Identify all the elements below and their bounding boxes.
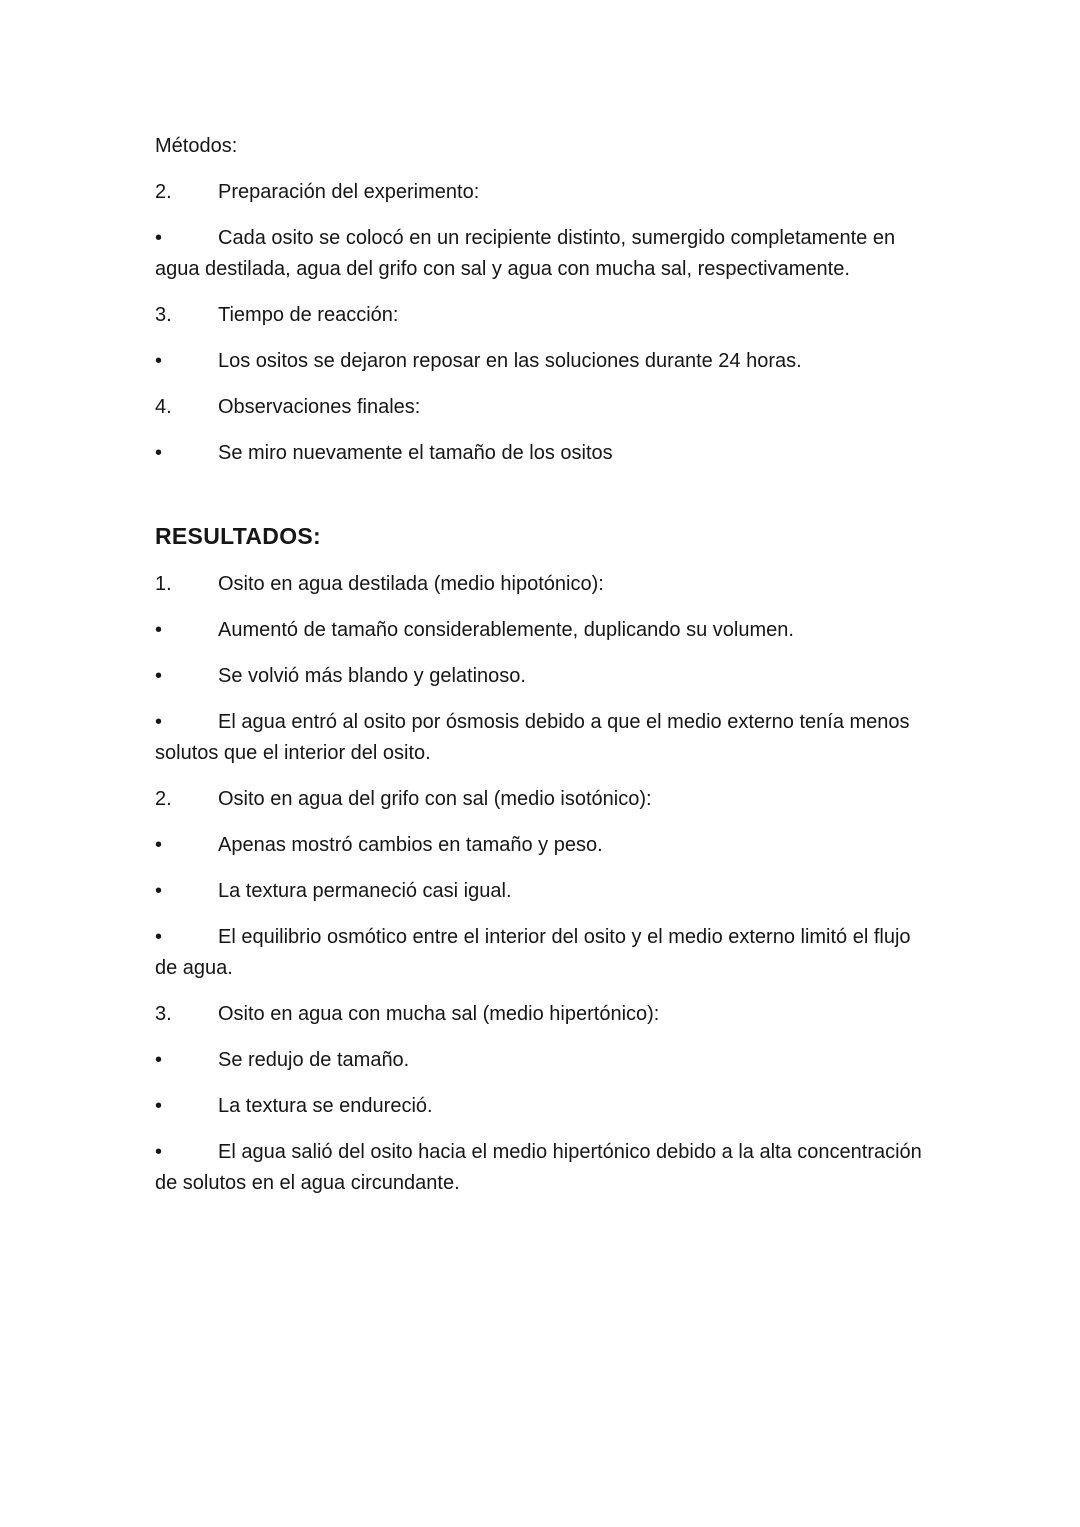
paragraph-text: Se redujo de tamaño. xyxy=(218,1049,410,1071)
paragraph-text: Apenas mostró cambios en tamaño y peso. xyxy=(218,834,603,856)
bullet-marker: • xyxy=(155,1095,163,1117)
paragraph-text: Los ositos se dejaron reposar en las soluciones durante 24 horas. xyxy=(218,350,802,372)
bullet-marker: • xyxy=(155,619,163,641)
bullet-marker: • xyxy=(155,1141,163,1163)
paragraph-text: Preparación del experimento: xyxy=(218,181,480,203)
bullet-marker: • xyxy=(155,711,163,733)
bullet-item xyxy=(155,661,927,692)
paragraph-text: El agua entró al osito por ósmosis debido a que el medio externo tenía menos solutos que el interior del osito. xyxy=(155,711,910,764)
paragraph xyxy=(155,131,927,162)
paragraph-text: Osito en agua con mucha sal (medio hipertónico): xyxy=(218,1003,660,1025)
bullet-item xyxy=(155,346,927,377)
paragraph-text: Osito en agua del grifo con sal (medio isotónico): xyxy=(218,788,652,810)
number-marker: 3. xyxy=(155,304,172,326)
bullet-marker: • xyxy=(155,880,163,902)
paragraph-text: RESULTADOS: xyxy=(155,523,321,549)
bullet-item xyxy=(155,830,927,861)
bullet-item xyxy=(155,1091,927,1122)
paragraph-text: Osito en agua destilada (medio hipotónico): xyxy=(218,573,604,595)
section-heading xyxy=(155,519,927,553)
paragraph-text: Se volvió más blando y gelatinoso. xyxy=(218,665,526,687)
number-marker: 2. xyxy=(155,788,172,810)
numbered-item xyxy=(155,300,927,331)
paragraph-text: La textura permaneció casi igual. xyxy=(218,880,512,902)
bullet-item xyxy=(155,876,927,907)
paragraph-text: Cada osito se colocó en un recipiente distinto, sumergido completamente en agua destilada, agua del grifo con sal y agua con mucha sal, respectivamente. xyxy=(155,227,896,280)
bullet-marker: • xyxy=(155,350,163,372)
paragraph-text: La textura se endureció. xyxy=(218,1095,433,1117)
number-marker: 4. xyxy=(155,396,172,418)
number-marker: 3. xyxy=(155,1003,172,1025)
bullet-item xyxy=(155,707,927,769)
number-marker: 2. xyxy=(155,181,172,203)
numbered-item xyxy=(155,392,927,423)
bullet-item xyxy=(155,922,927,984)
paragraph-text: El agua salió del osito hacia el medio hipertónico debido a la alta concentración de solutos en el agua circundante. xyxy=(155,1141,922,1194)
paragraph-text: Tiempo de reacción: xyxy=(218,304,399,326)
bullet-item xyxy=(155,615,927,646)
numbered-item xyxy=(155,177,927,208)
numbered-item xyxy=(155,784,927,815)
bullet-item xyxy=(155,438,927,469)
paragraph-text: Aumentó de tamaño considerablemente, duplicando su volumen. xyxy=(218,619,794,641)
number-marker: 1. xyxy=(155,573,172,595)
bullet-item xyxy=(155,1137,927,1199)
numbered-item xyxy=(155,999,927,1030)
paragraph-text: Se miro nuevamente el tamaño de los ositos xyxy=(218,442,613,464)
paragraph-text: Métodos: xyxy=(155,135,238,157)
bullet-marker: • xyxy=(155,442,163,464)
bullet-item xyxy=(155,1045,927,1076)
document-body xyxy=(155,131,927,1199)
bullet-marker: • xyxy=(155,227,163,249)
paragraph-text: Observaciones finales: xyxy=(218,396,421,418)
bullet-marker: • xyxy=(155,834,163,856)
bullet-marker: • xyxy=(155,926,163,948)
bullet-marker: • xyxy=(155,1049,163,1071)
bullet-item xyxy=(155,223,927,285)
numbered-item xyxy=(155,569,927,600)
bullet-marker: • xyxy=(155,665,163,687)
paragraph-text: El equilibrio osmótico entre el interior del osito y el medio externo limitó el flujo de agua. xyxy=(155,926,911,979)
